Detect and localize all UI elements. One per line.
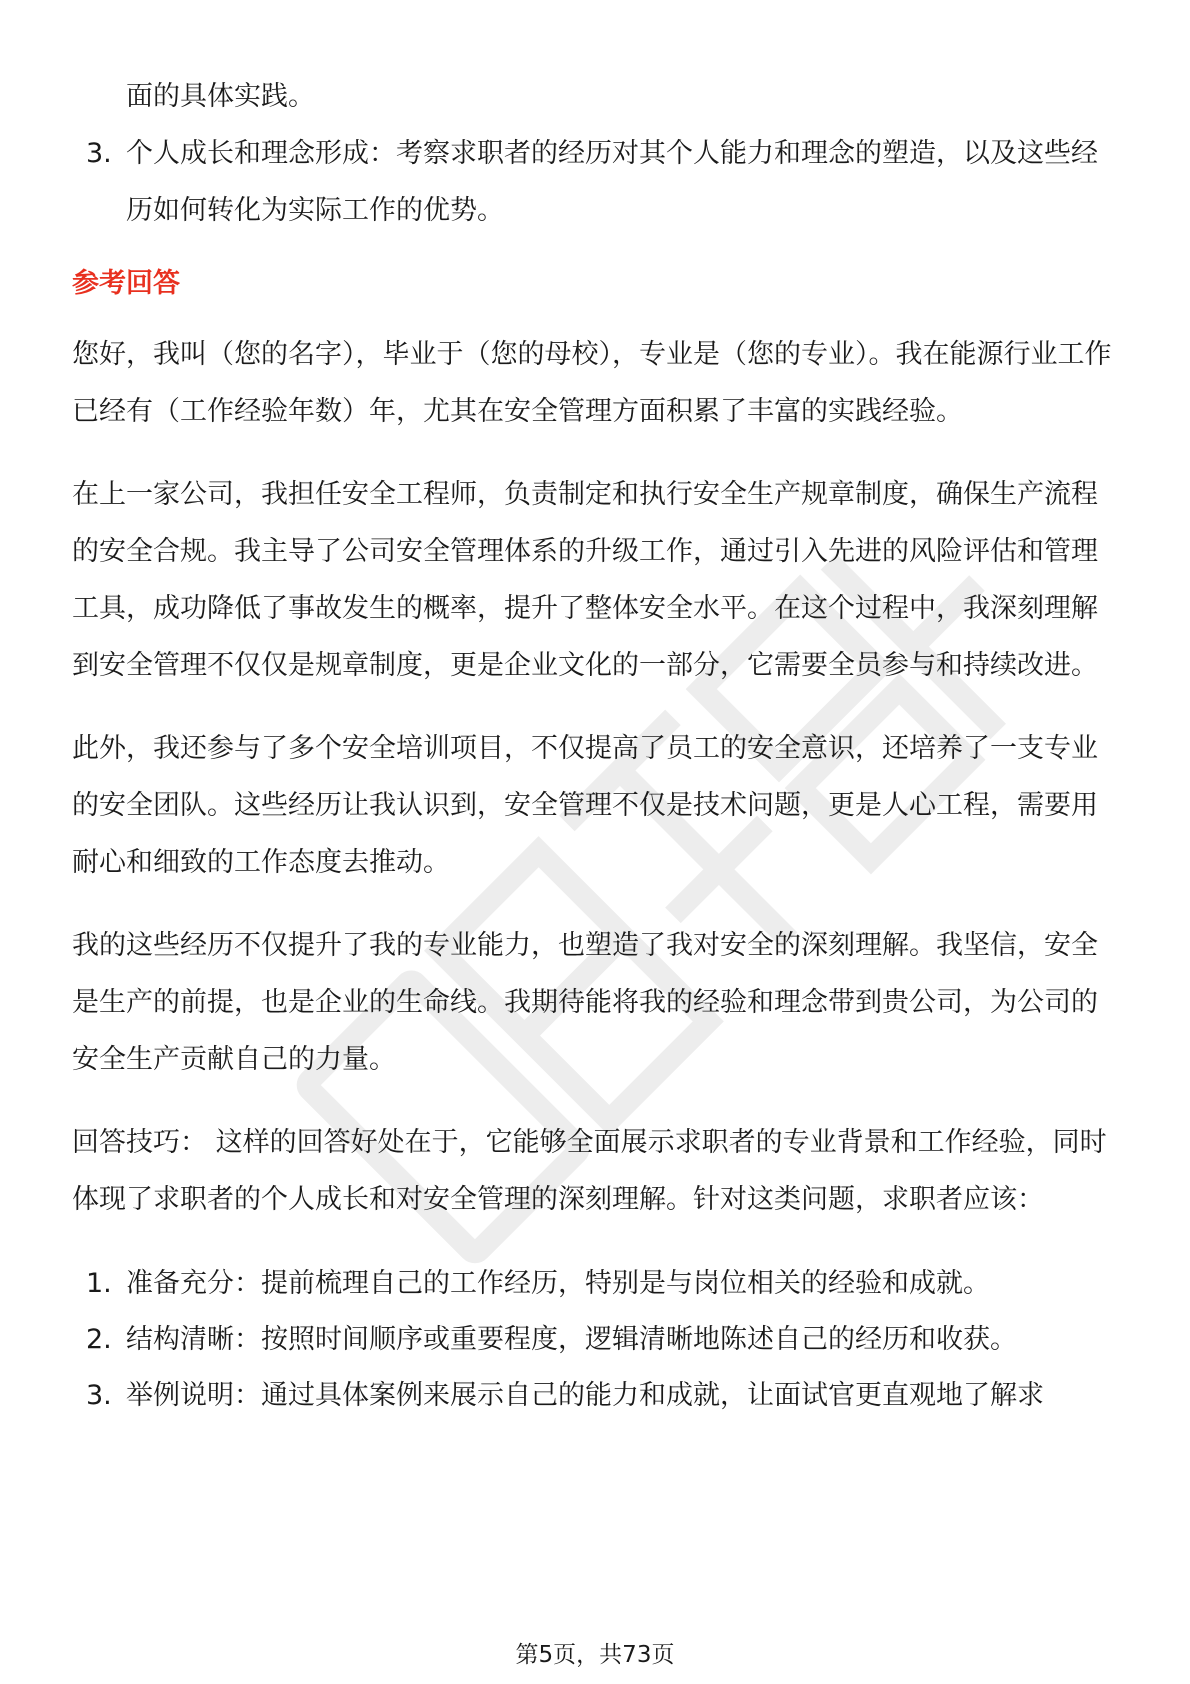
paragraph-4: 我的这些经历不仅提升了我的专业能力，也塑造了我对安全的深刻理解。我坚信，安全是生产的前提，也是企业的生命线。我期待能将我的经验和理念带到贵公司，为公司的安全生产贡献自己的力量。 [72, 930, 1098, 1075]
paragraph-1: 您好，我叫（您的名字），毕业于（您的母校），专业是（您的专业）。我在能源行业工作已经有（工作经验年数）年，尤其在安全管理方面积累了丰富的实践经验。 [72, 339, 1112, 427]
list-item-text: 举例说明：通过具体案例来展示自己的能力和成就，让面试官更直观地了解求 [126, 1380, 1044, 1411]
list-item [72, 1368, 1118, 1424]
list-number: 2. [86, 1324, 112, 1355]
list-number: 3. [86, 1380, 112, 1411]
paragraph-tips: 回答技巧： 这样的回答好处在于，它能够全面展示求职者的专业背景和工作经验，同时体现了求职者的个人成长和对安全管理的深刻理解。针对这类问题，求职者应该： [72, 1127, 1107, 1215]
list-item-text: 结构清晰：按照时间顺序或重要程度，逻辑清晰地陈述自己的经历和收获。 [126, 1324, 1017, 1355]
list-item-continuation: 面的具体实践。 [126, 81, 315, 112]
list-item [72, 1256, 1118, 1312]
page-footer: 第5页，共73页 [515, 1642, 675, 1668]
list-item [72, 1312, 1118, 1368]
list-item-3 [72, 125, 1118, 239]
tips-list [72, 1256, 1118, 1424]
paragraph-3: 此外，我还参与了多个安全培训项目，不仅提高了员工的安全意识，还培养了一支专业的安全团队。这些经历让我认识到，安全管理不仅是技术问题，更是人心工程，需要用耐心和细致的工作态度去推动。 [72, 733, 1098, 878]
paragraph-2: 在上一家公司，我担任安全工程师，负责制定和执行安全生产规章制度，确保生产流程的安全合规。我主导了公司安全管理体系的升级工作，通过引入先进的风险评估和管理工具，成功降低了事故发生的概率，提升了整体安全水平。在这个过程中，我深刻理解到安全管理不仅仅是规章制度，更是企业文化的一部分，它需要全员参与和持续改进。 [72, 479, 1098, 681]
list-number: 3. [86, 138, 112, 169]
section-heading: 参考回答 [72, 268, 180, 299]
list-item-text: 个人成长和理念形成：考察求职者的经历对其个人能力和理念的塑造，以及这些经历如何转化为实际工作的优势。 [126, 138, 1098, 226]
main-content [72, 68, 1118, 1424]
list-number: 1. [86, 1268, 112, 1299]
list-item-text: 准备充分：提前梳理自己的工作经历，特别是与岗位相关的经验和成就。 [126, 1268, 990, 1299]
